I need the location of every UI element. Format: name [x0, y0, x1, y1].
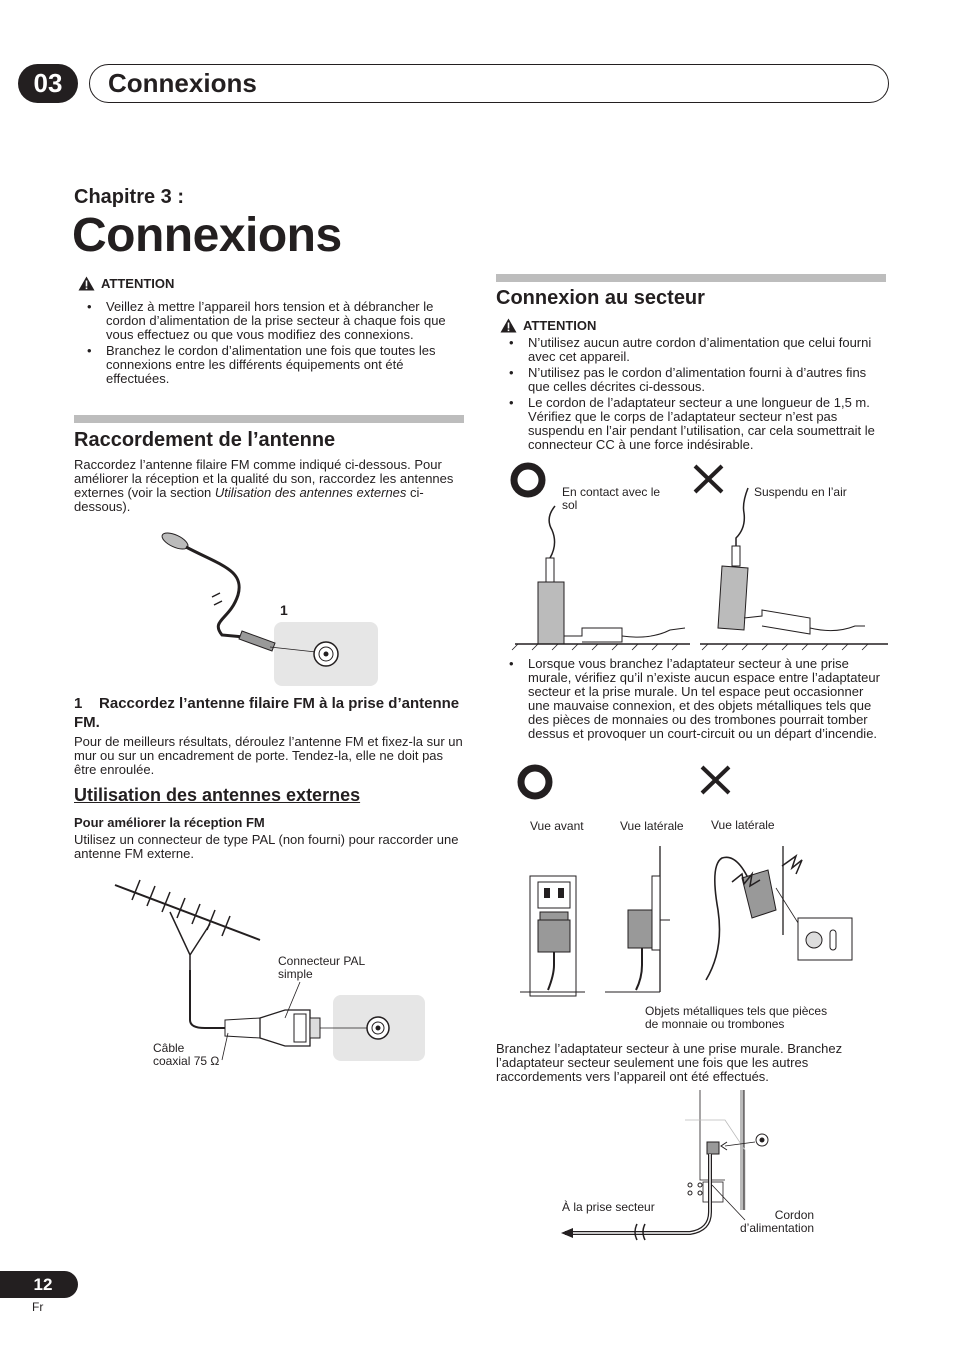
attention-label: ATTENTION	[523, 318, 597, 333]
label-side-view-2: Vue latérale	[711, 818, 775, 832]
external-subheading: Pour améliorer la réception FM	[74, 815, 265, 830]
list-item: • Le cordon de l’adaptateur secteur a une longueur de 1,5 m. Vérifiez que le corps de l’adaptateur secteur n’est pas suspendu en l’air pendant l’utilisation, car cela soumettrait le connecteur CC à une force indésirable.	[528, 396, 886, 452]
fm-antenna-figure	[150, 525, 390, 695]
step-title: Raccordez l’antenne filaire FM à la prise d’antenne FM.	[74, 695, 460, 731]
outlet-figure	[510, 760, 860, 1000]
external-antenna-heading: Utilisation des antennes externes	[74, 785, 361, 805]
attention-list-right	[528, 336, 886, 454]
list-item: • N’utilisez pas le cordon d’alimentation fourni à d’autres fins que celles décrites ci-dessous.	[528, 366, 886, 394]
step-1	[74, 694, 464, 732]
page-title: Connexions	[72, 209, 342, 262]
mains-heading: Connexion au secteur	[496, 287, 705, 309]
language-code: Fr	[32, 1300, 44, 1314]
antenna-heading: Raccordement de l’antenne	[74, 429, 336, 451]
wrong-icon	[695, 466, 722, 492]
list-item: • Branchez le cordon d’alimentation une fois que toutes les connexions entre les différents équipements ont été effectuées.	[106, 344, 466, 386]
list-item: • N’utilisez aucun autre cordon d’alimentation que celui fourni avec cet appareil.	[528, 336, 886, 364]
fig-callout-1: 1	[280, 602, 288, 618]
list-item: • Veillez à mettre l’appareil hors tension et à débrancher le cordon d’alimentation de la prise secteur à chaque fois que vous effectuez ou que vous modifiez des connexions.	[106, 300, 466, 342]
label-suspended: Suspendu en l’air	[754, 485, 847, 499]
external-body: Utilisez un connecteur de type PAL (non fourni) pour raccorder une antenne FM externe.	[74, 832, 459, 861]
label-side-view-1: Vue latérale	[620, 819, 684, 833]
antenna-intro: Raccordez l’antenne filaire FM comme indiqué ci-dessous. Pour améliorer la réception et la qualité du son, raccordez les antennes externes (voir la section Utilisation des antennes externes ci-dessous).	[74, 457, 454, 514]
chapter-number-badge: 03	[18, 64, 78, 103]
chapter-header-title: Connexions	[108, 68, 257, 98]
label-front-view: Vue avant	[530, 819, 584, 833]
chapter-header-bar	[89, 64, 889, 103]
label-metal-objects: Objets métalliques tels que pièces de monnaie ou trombones	[645, 1004, 828, 1031]
closing-paragraph: Branchez l’adaptateur secteur à une prise murale. Branchez l’adaptateur secteur seulement une fois que les autres raccordements vers l’appareil ont été effectués.	[496, 1041, 843, 1084]
external-antenna-figure	[110, 870, 430, 1070]
list-item: • Lorsque vous branchez l’adaptateur secteur à une prise murale, vérifiez qu’il n’existe aucun espace entre l’adaptateur secteur et la prise murale. Un tel espace peut occasionner une mauvaise connexion, et des objets métalliques tels que des pièces de monnaies ou des trombones pourrait tomber dessus et provoquer un court-circuit ou un départ d’incendie.	[528, 657, 886, 741]
label-power-cord: Cordon d’alimentation	[740, 1208, 815, 1235]
label-coaxial-cable: Câble coaxial 75 Ω	[153, 1041, 220, 1068]
warning-icon	[500, 318, 517, 333]
warning-icon	[78, 276, 95, 291]
chapter-label: Chapitre 3 :	[74, 186, 185, 208]
attention-heading-left	[78, 276, 174, 291]
label-pal-connector: Connecteur PAL simple	[278, 954, 366, 981]
wrong-icon	[702, 767, 729, 793]
section-rule	[496, 274, 886, 282]
label-ground-contact: En contact avec le sol	[562, 485, 661, 512]
outlet-gap-list	[528, 657, 886, 743]
correct-icon	[514, 466, 542, 494]
step-number: 1	[74, 695, 83, 712]
step-1-body: Pour de meilleurs résultats, déroulez l’antenne FM et fixez-la sur un mur ou sur un encadrement de porte. Tendez-la, elle ne doit pas être enroulée.	[74, 734, 463, 777]
attention-list-left	[106, 300, 466, 388]
attention-label: ATTENTION	[101, 276, 175, 291]
label-to-outlet: À la prise secteur	[562, 1200, 655, 1214]
section-rule	[74, 415, 464, 423]
attention-heading-right	[500, 318, 596, 333]
page-number: 12	[0, 1271, 78, 1298]
correct-icon	[521, 768, 549, 796]
